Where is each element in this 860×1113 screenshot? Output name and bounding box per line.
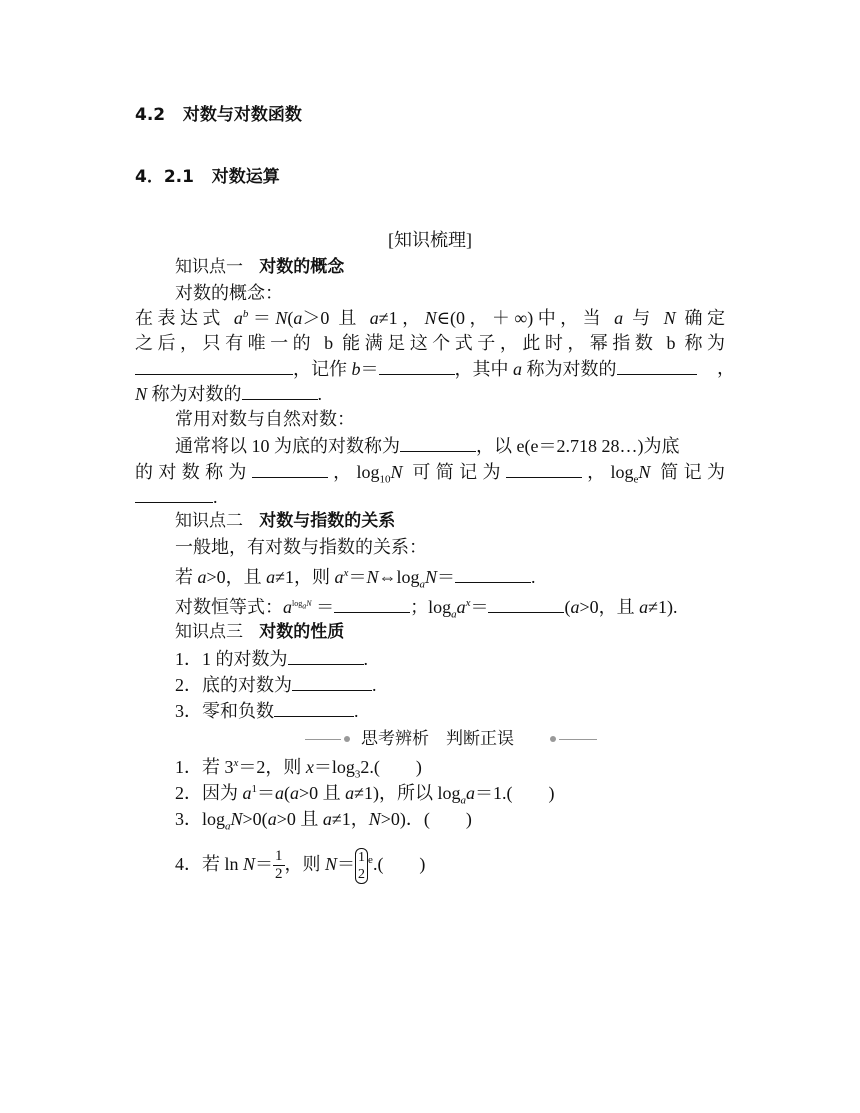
blank-field[interactable] <box>400 433 476 452</box>
kp3-heading <box>175 620 344 644</box>
kp1-line3: ，记作 b＝ ，其中 a 称为对数的 ， <box>135 356 697 381</box>
kp3-item-3: 3．零和负数 . <box>175 698 359 723</box>
subsection-heading <box>135 165 280 189</box>
kp1-line1: 在表达式 $a^b=N(a>0$ 且 a≠1，N∈(0，＋∞)中，当 a 与 N 确定 <box>135 308 726 328</box>
blank-field[interactable] <box>288 646 364 665</box>
judge-q2: 2．因为 $a^1=a(a>0$ 且 a≠1)，所以 $\log_aa=1$.( ) <box>175 783 555 807</box>
knowledge-heading: [知识梳理] <box>388 230 472 250</box>
kp3-item-1: 1．1 的对数为 . <box>175 646 368 671</box>
blank-field[interactable] <box>617 356 697 375</box>
kp1-common-intro: 常用对数与自然对数： <box>175 409 355 429</box>
blank-field[interactable] <box>242 381 318 400</box>
kp1-label: 知识点一 <box>175 257 243 277</box>
kp1-intro: 对数的概念： <box>175 283 283 303</box>
kp1-line5: 通常将以 10 为底的对数称为 ，以 e(e＝2.718 28…)为底 <box>175 433 679 458</box>
blank-field[interactable] <box>455 564 531 583</box>
judge-q4: 4．若 ln N＝ $\frac{1}{2}$ ，则 N＝ 1 2 $^e$.( ) <box>175 848 426 883</box>
kp2-intro: 一般地，有对数与指数的关系： <box>175 537 427 557</box>
blank-field[interactable] <box>135 356 293 375</box>
fraction-one-half: $\frac{1}{2}$ <box>275 848 283 883</box>
kp2-title: 对数与指数的关系 <box>259 511 396 531</box>
kp3-label: 知识点三 <box>175 622 243 642</box>
kp1-title: 对数的概念 <box>259 257 345 277</box>
kp3-title: 对数的性质 <box>259 622 345 642</box>
subsection-title: 对数运算 <box>211 167 280 187</box>
divider-dot <box>344 736 350 742</box>
paren-fraction: 1 2 <box>355 848 368 884</box>
blank-field[interactable] <box>334 594 410 613</box>
divider-dot <box>550 736 556 742</box>
section-title: 对数与对数函数 <box>182 105 302 125</box>
kp1-line7: . <box>135 484 218 509</box>
think-divider <box>305 727 597 751</box>
blank-field[interactable] <box>252 459 328 478</box>
blank-field[interactable] <box>274 698 354 717</box>
blank-field[interactable] <box>506 459 582 478</box>
kp1-line4: N 称为对数的 . <box>135 381 322 406</box>
kp1-line2: 之后，只有唯一的 b 能满足这个式子，此时，幂指数 b 称为 <box>135 333 725 353</box>
kp2-line2: 对数恒等式：$a^{log_aN}$ ＝ ；$\log_aa^x= (a>0$，且 a≠1). <box>175 594 678 619</box>
subsection-number: 4．2.1 <box>135 167 194 187</box>
kp1-heading <box>175 255 344 279</box>
blank-field[interactable] <box>379 356 455 375</box>
kp1-line6: 的对数称为 ，$\log_{10}N$ 可简记为 ，$\log_eN$ 简记为 <box>135 459 725 484</box>
kp2-heading <box>175 509 395 533</box>
kp2-label: 知识点二 <box>175 511 243 531</box>
blank-field[interactable] <box>135 484 213 503</box>
divider-line <box>305 739 341 740</box>
section-number: 4.2 <box>135 105 166 125</box>
divider-line <box>559 739 597 740</box>
kp2-line1: 若 a>0，且 a≠1，则 $a^x=N\Leftrightarrow\log_aN=$ . <box>175 564 535 589</box>
judge-q3: 3．$\log_aN>0(a>0$ 且 a≠1，N>0)．( ) <box>175 809 472 833</box>
blank-field[interactable] <box>488 594 564 613</box>
blank-field[interactable] <box>292 672 372 691</box>
section-heading <box>135 103 302 127</box>
judge-q1: 1．若 $3^x=2$，则 $x=\log_32$.( ) <box>175 757 422 781</box>
kp3-item-2: 2．底的对数为 . <box>175 672 377 697</box>
think-title: 思考辨析 判断正误 <box>361 729 514 749</box>
